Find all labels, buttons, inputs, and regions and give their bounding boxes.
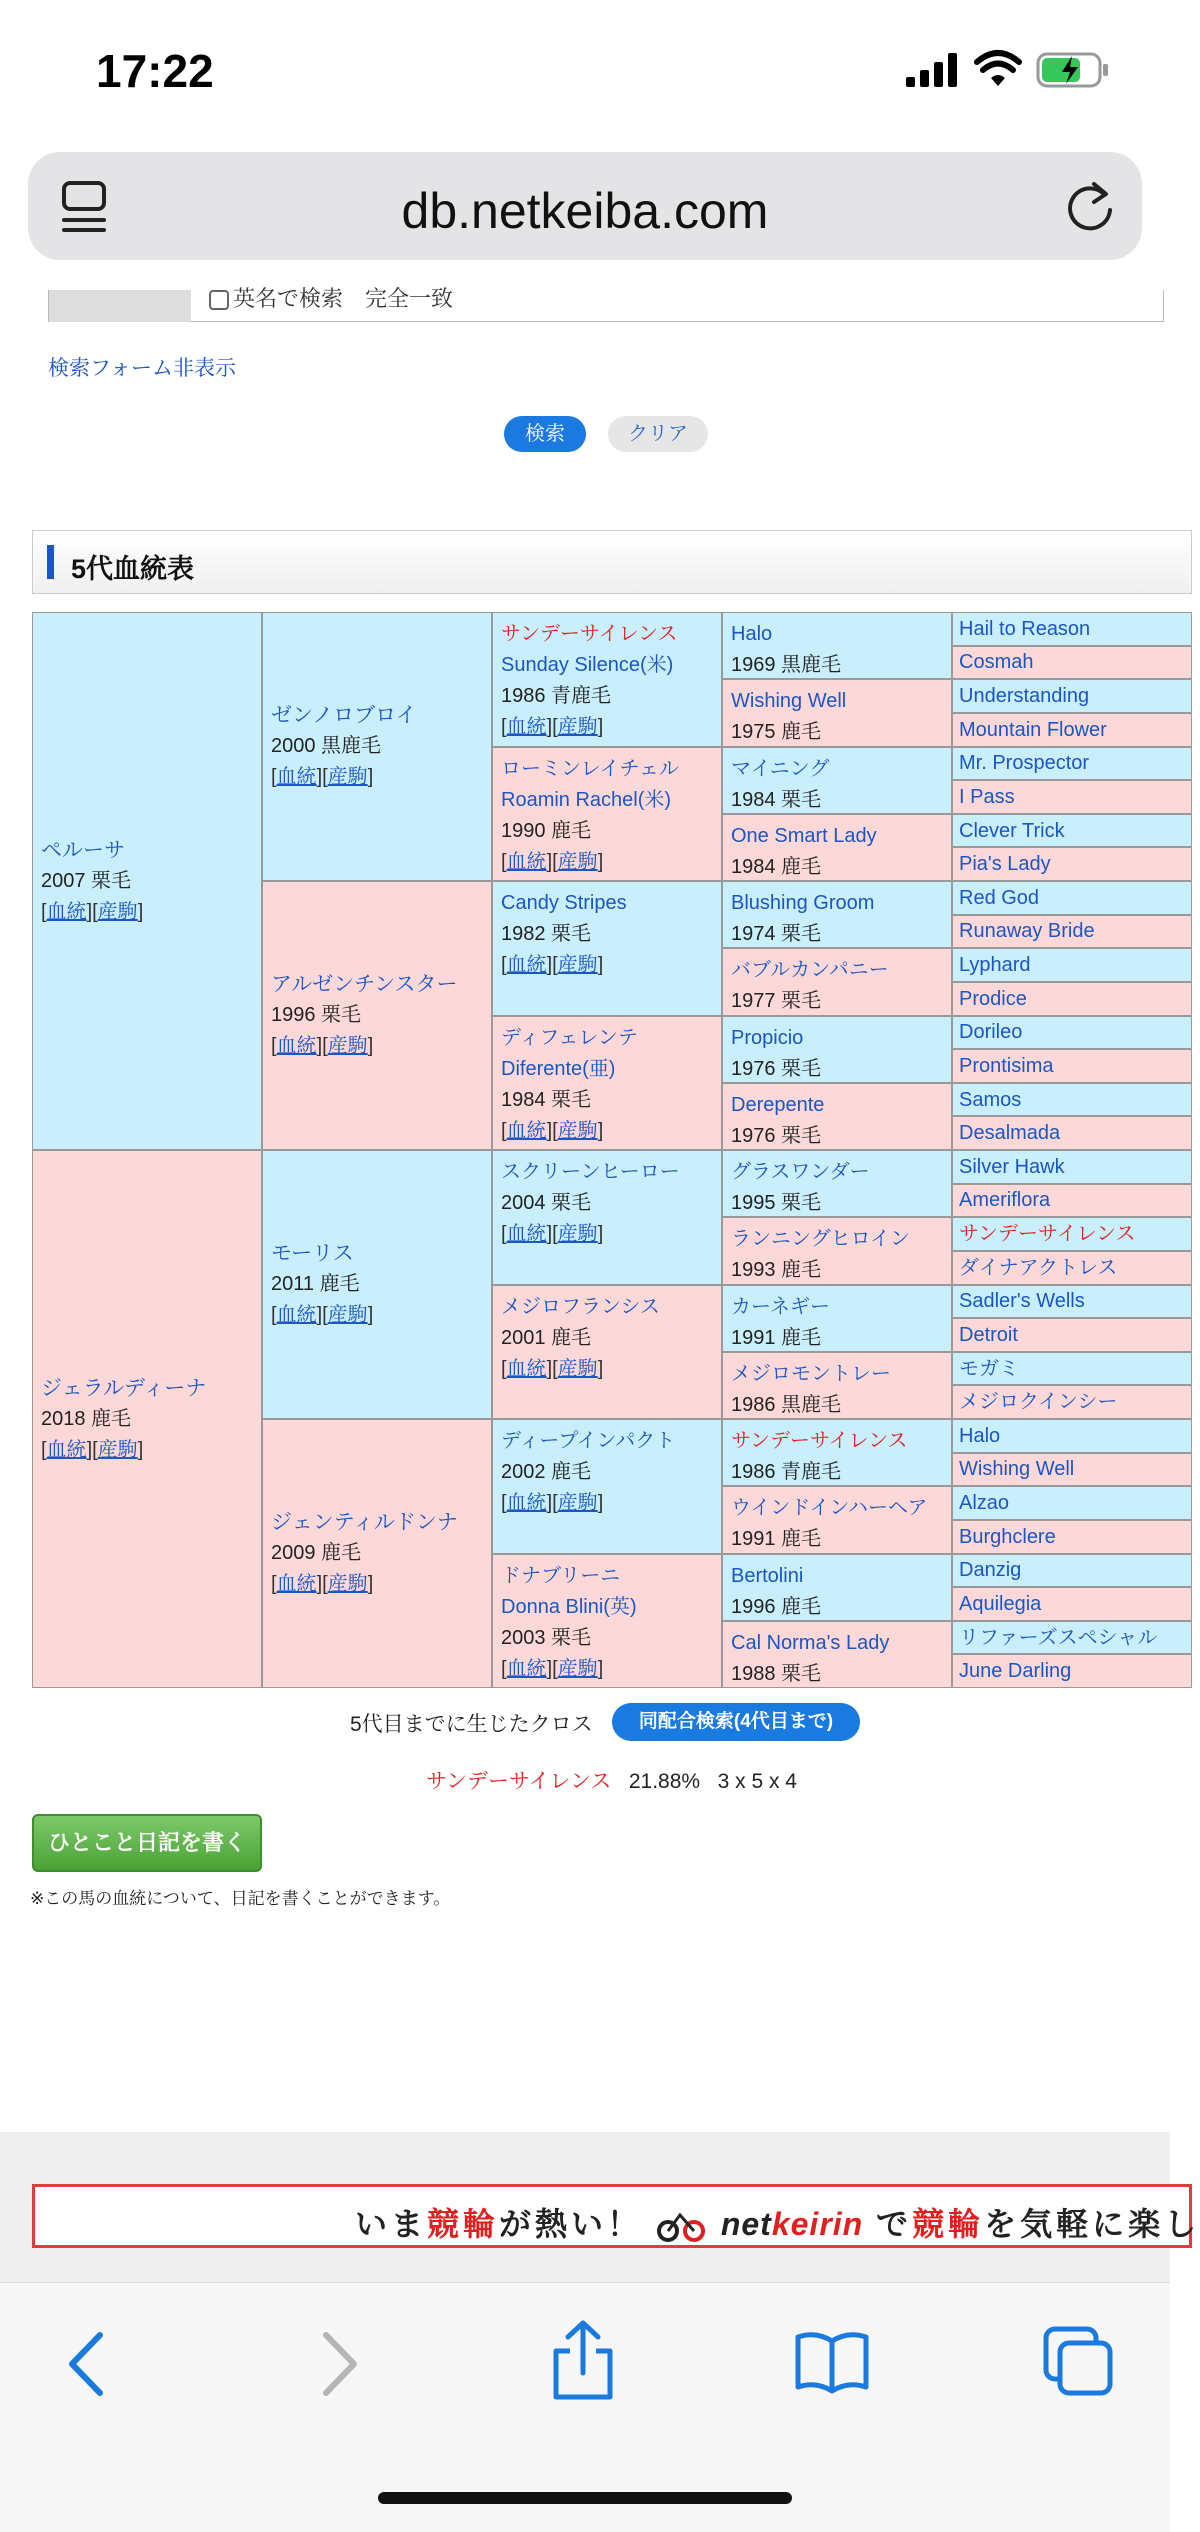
pedigree-cell-gen5	[952, 747, 1192, 781]
horse-name-link[interactable]: Dorileo	[959, 1021, 1023, 1044]
pedigree-cell-gen5	[952, 881, 1192, 915]
signal-icon	[906, 53, 960, 87]
pedigree-cell-gen5	[952, 1419, 1192, 1453]
horse-year-color: 1977 栗毛	[731, 990, 822, 1013]
horse-name-link[interactable]: スクリーンヒーロー	[501, 1161, 680, 1183]
pedigree-link[interactable]: 血統	[506, 850, 547, 873]
horse-year-color: 1982 栗毛	[501, 923, 592, 945]
pedigree-cell-gen3	[492, 747, 722, 882]
horse-name-link[interactable]: ダイナアクトレス	[959, 1256, 1118, 1279]
horse-name-link[interactable]: Hail to Reason	[959, 617, 1091, 640]
horse-name-link[interactable]: Danzig	[959, 1559, 1022, 1582]
horse-year-color: 1976 栗毛	[731, 1124, 822, 1147]
pedigree-cell-gen4	[722, 948, 952, 1015]
offspring-link[interactable]: 産駒	[97, 1438, 138, 1461]
horse-name-link[interactable]: ランニングヒロイン	[731, 1228, 910, 1251]
pedigree-link[interactable]: 血統	[506, 1657, 547, 1680]
pedigree-cell-gen3	[492, 1554, 722, 1689]
horse-name-link[interactable]: メジロクインシー	[959, 1391, 1118, 1414]
pedigree-cell-gen4	[722, 1150, 952, 1217]
horse-name-link[interactable]: Clever Trick	[959, 819, 1065, 842]
offspring-link[interactable]: 産駒	[557, 716, 598, 738]
horse-year-color: 1986 青鹿毛	[731, 1461, 842, 1483]
bookmarks-icon[interactable]	[794, 2329, 870, 2395]
horse-year-color: 1974 栗毛	[731, 923, 822, 945]
pedigree-cell-gen5	[952, 679, 1192, 713]
ad-text-part: で	[876, 2206, 913, 2242]
url-text: db.netkeiba.com	[401, 183, 769, 239]
horse-name-link[interactable]: ウインドインハーヘア	[731, 1497, 928, 1520]
wifi-icon	[974, 52, 1022, 88]
horse-name-link[interactable]: ペルーサ	[41, 838, 125, 862]
horse-year-color: 2018 鹿毛	[41, 1407, 132, 1430]
pedigree-cell-gen4	[722, 679, 952, 746]
ad-text-highlight: 競輪	[427, 2206, 500, 2242]
pedigree-cell-gen5	[952, 1150, 1192, 1184]
ad-text	[355, 2199, 1200, 2245]
horse-links: [血統][産駒]	[501, 1119, 604, 1142]
horse-links: [血統][産駒]	[501, 1657, 604, 1680]
pedigree-table	[32, 612, 1192, 1688]
horse-name-link[interactable]: Understanding	[959, 685, 1090, 708]
pedigree-cell-gen5	[952, 646, 1192, 680]
pedigree-cell-gen5	[952, 1083, 1192, 1117]
horse-links: [血統][産駒]	[271, 1304, 374, 1326]
horse-name-link[interactable]: ゼンノロブロイ	[271, 704, 417, 727]
pedigree-cell-gen5	[952, 1318, 1192, 1352]
status-icons	[906, 52, 1110, 88]
battery-icon	[1036, 52, 1110, 88]
logo-part: net	[720, 2206, 772, 2242]
pedigree-cell-gen4	[722, 1285, 952, 1352]
offspring-link[interactable]: 産駒	[557, 1492, 598, 1514]
pedigree-cell-gen5	[952, 1016, 1192, 1050]
horse-name-link[interactable]: Burghclere	[959, 1525, 1056, 1548]
horse-name-link[interactable]: Mr. Prospector	[959, 752, 1090, 775]
horse-name-link[interactable]: Sadler's Wells	[959, 1290, 1085, 1313]
horse-year-color: 1984 栗毛	[731, 788, 822, 811]
horse-name-link[interactable]: Wishing Well	[731, 690, 847, 713]
pedigree-cell-gen5	[952, 1486, 1192, 1520]
home-indicator	[378, 2492, 792, 2504]
horse-name-link[interactable]: Blushing Groom	[731, 892, 875, 914]
clear-button[interactable]: クリア	[608, 416, 708, 452]
horse-links: [血統][産駒]	[41, 900, 144, 923]
horse-name-link[interactable]: Cal Norma's Lady	[731, 1631, 890, 1654]
horse-links: [血統][産駒]	[501, 1223, 604, 1245]
pedigree-cell-gen4	[722, 612, 952, 679]
pedigree-cell-gen5	[952, 1621, 1192, 1655]
pedigree-link[interactable]: 血統	[46, 900, 87, 923]
horse-english-name[interactable]: Diferente(亜)	[501, 1057, 616, 1080]
horse-links: [血統][産駒]	[501, 716, 604, 738]
horse-name-link[interactable]: Halo	[731, 623, 773, 645]
horse-links: [血統][産駒]	[41, 1438, 144, 1461]
pedigree-cell-gen5	[952, 1453, 1192, 1487]
pedigree-link[interactable]: 血統	[276, 766, 317, 788]
search-options[interactable]	[209, 282, 453, 313]
offspring-link[interactable]: 産駒	[327, 1304, 368, 1326]
tabs-icon[interactable]	[1042, 2325, 1114, 2397]
search-form-box	[48, 286, 1164, 322]
horse-name-link[interactable]: Samos	[959, 1088, 1022, 1111]
horse-name-link[interactable]: バブルカンパニー	[731, 959, 889, 982]
pedigree-cell-gen5	[952, 847, 1192, 881]
horse-name-link[interactable]: サンデーサイレンス	[959, 1223, 1136, 1246]
offspring-link[interactable]: 産駒	[557, 1357, 598, 1380]
pedigree-cell-gen5	[952, 1285, 1192, 1319]
horse-year-color: 1986 黒鹿毛	[731, 1393, 842, 1416]
pedigree-link[interactable]: 血統	[46, 1438, 87, 1461]
pedigree-cell-gen5	[952, 948, 1192, 982]
pedigree-link[interactable]: 血統	[506, 1223, 547, 1245]
horse-name-link[interactable]: Detroit	[959, 1323, 1018, 1346]
horse-year-color: 1993 鹿毛	[731, 1259, 822, 1282]
horse-name-link[interactable]: Ameriflora	[959, 1189, 1051, 1212]
section-title: 5代血統表	[71, 554, 195, 584]
horse-name-link[interactable]: ジェラルディーナ	[41, 1376, 207, 1400]
horse-year-color: 1996 鹿毛	[731, 1595, 822, 1618]
pedigree-cell-gen5	[952, 915, 1192, 949]
reload-icon[interactable]	[1064, 180, 1116, 234]
horse-name-link[interactable]: リファーズスペシャル	[959, 1626, 1158, 1649]
pedigree-link[interactable]: 血統	[276, 1304, 317, 1326]
horse-name-link[interactable]: Propicio	[731, 1026, 804, 1049]
horse-year-color: 2011 鹿毛	[271, 1273, 360, 1295]
horse-name-link[interactable]: ディープインパクト	[501, 1430, 676, 1452]
offspring-link[interactable]: 産駒	[327, 1573, 368, 1595]
pedigree-cell-gen5	[952, 1251, 1192, 1285]
horse-links: [血統][産駒]	[271, 1573, 374, 1595]
horse-name-link[interactable]: Alzao	[959, 1492, 1010, 1515]
pedigree-cell-gen4	[722, 881, 952, 948]
pedigree-cell-gen3	[492, 1285, 722, 1420]
horse-year-color: 1984 鹿毛	[731, 855, 822, 878]
horse-name-link[interactable]: Derepente	[731, 1093, 825, 1116]
horse-links: [血統][産駒]	[501, 954, 604, 976]
section-header	[32, 530, 1192, 594]
pedigree-link[interactable]: 血統	[506, 716, 547, 738]
horse-links: [血統][産駒]	[271, 766, 374, 788]
horse-name-link[interactable]: マイニング	[731, 757, 830, 780]
share-icon[interactable]	[550, 2319, 616, 2401]
offspring-link[interactable]: 産駒	[557, 1657, 598, 1680]
horse-name-link[interactable]: サンデーサイレンス	[501, 623, 678, 645]
pedigree-cell-gen5	[952, 780, 1192, 814]
pedigree-cell-gen2	[262, 881, 492, 1150]
horse-year-color: 1990 鹿毛	[501, 819, 592, 842]
horse-year-color: 1996 栗毛	[271, 1004, 362, 1026]
horse-name-link[interactable]: Desalmada	[959, 1122, 1061, 1145]
status-time: 17:22	[96, 45, 214, 97]
horse-name-link[interactable]: Runaway Bride	[959, 920, 1095, 943]
option-text: 英名で検索 完全一致	[233, 286, 454, 311]
horse-name-link[interactable]: カーネギー	[731, 1295, 830, 1318]
horse-name-link[interactable]: Prontisima	[959, 1054, 1054, 1077]
pedigree-cell-gen4	[722, 1352, 952, 1419]
pedigree-cell-gen1	[32, 1150, 262, 1688]
pedigree-cell-gen5	[952, 814, 1192, 848]
cross-percent: 21.88%	[628, 1770, 701, 1793]
pedigree-cell-gen5	[952, 1385, 1192, 1419]
horse-links: [血統][産駒]	[501, 1357, 604, 1380]
horse-english-name[interactable]: Sunday Silence(米)	[501, 654, 674, 676]
pedigree-cell-gen3	[492, 881, 722, 1016]
logo-part-red: keirin	[771, 2206, 864, 2242]
horse-name-link[interactable]: モーリス	[271, 1242, 354, 1265]
horse-name-link[interactable]: Wishing Well	[959, 1458, 1075, 1481]
offspring-link[interactable]: 産駒	[557, 1223, 598, 1245]
forward-icon[interactable]	[318, 2329, 362, 2399]
ad-banner[interactable]	[32, 2184, 1200, 2248]
same-mating-search-button[interactable]: 同配合検索(4代目まで)	[612, 1703, 860, 1741]
horse-name-link[interactable]: ローミンレイチェル	[501, 757, 679, 780]
horse-name-link[interactable]: ジェンティルドンナ	[271, 1511, 458, 1534]
pedigree-cell-gen5	[952, 1352, 1192, 1386]
search-button[interactable]: 検索	[504, 416, 586, 452]
horse-name-link[interactable]: Prodice	[959, 987, 1027, 1010]
pedigree-cell-gen5	[952, 1587, 1192, 1621]
horse-name-link[interactable]: サンデーサイレンス	[731, 1430, 908, 1452]
section-accent-bar	[47, 545, 54, 579]
horse-name-link[interactable]: モガミ	[959, 1357, 1019, 1380]
pedigree-link[interactable]: 血統	[506, 1119, 547, 1142]
horse-year-color: 1995 栗毛	[731, 1192, 822, 1214]
pedigree-cell-gen4	[722, 1486, 952, 1553]
address-bar[interactable]	[28, 152, 1142, 260]
horse-year-color: 2000 黒鹿毛	[271, 735, 382, 757]
horse-name-link[interactable]: Pia's Lady	[959, 853, 1051, 876]
pedigree-cell-gen5	[952, 713, 1192, 747]
pedigree-cell-gen5	[952, 1654, 1192, 1688]
netkeirin-logo	[721, 2206, 863, 2242]
pedigree-cell-gen3	[492, 1419, 722, 1554]
hide-search-form-link[interactable]: 検索フォーム非表示	[48, 357, 236, 380]
horse-name-link[interactable]: I Pass	[959, 785, 1015, 808]
pedigree-cell-gen3	[492, 1150, 722, 1285]
horse-name-link[interactable]: One Smart Lady	[731, 824, 877, 847]
pedigree-link[interactable]: 血統	[506, 954, 547, 976]
pedigree-link[interactable]: 血統	[506, 1492, 547, 1514]
pedigree-cell-gen2	[262, 612, 492, 881]
ad-text-part: いま	[355, 2206, 428, 2242]
horse-year-color: 2009 鹿毛	[271, 1542, 362, 1564]
offspring-link[interactable]: 産駒	[557, 1119, 598, 1142]
horse-name-link[interactable]: Red God	[959, 886, 1040, 909]
horse-year-color: 1991 鹿毛	[731, 1326, 822, 1349]
horse-name-link[interactable]: ディフェレンテ	[501, 1026, 638, 1049]
horse-name-link[interactable]: Aquilegia	[959, 1592, 1042, 1615]
horse-name-link[interactable]: Halo	[959, 1424, 1001, 1447]
horse-year-color: 2001 鹿毛	[501, 1326, 592, 1349]
horse-year-color: 1975 鹿毛	[731, 721, 822, 744]
pedigree-link[interactable]: 血統	[276, 1035, 317, 1057]
horse-year-color: 2007 栗毛	[41, 869, 132, 892]
pedigree-cell-gen5	[952, 982, 1192, 1016]
pedigree-cell-gen4	[722, 814, 952, 881]
horse-year-color: 1986 青鹿毛	[501, 685, 612, 707]
horse-year-color: 1988 栗毛	[731, 1662, 822, 1685]
offspring-link[interactable]: 産駒	[97, 900, 138, 923]
back-icon[interactable]	[64, 2329, 108, 2399]
horse-links: [血統][産駒]	[501, 1492, 604, 1514]
ad-text-part: を気軽に楽し	[984, 2206, 1200, 2242]
cross-row	[426, 1765, 797, 1795]
pedigree-cell-gen5	[952, 1554, 1192, 1588]
horse-name-link[interactable]: Silver Hawk	[959, 1155, 1065, 1178]
cross-label: 5代目までに生じたクロス	[350, 1713, 593, 1736]
pedigree-cell-gen1	[32, 612, 262, 1150]
horse-name-link[interactable]: Lyphard	[959, 954, 1031, 977]
horse-name-link[interactable]: メジロモントレー	[731, 1362, 891, 1385]
pedigree-link[interactable]: 血統	[276, 1573, 317, 1595]
offspring-link[interactable]: 産駒	[327, 766, 368, 788]
horse-name-link[interactable]: アルゼンチンスター	[271, 973, 458, 996]
diary-note: ※この馬の血統について、日記を書くことができます。	[30, 1889, 451, 1908]
pedigree-cell-gen4	[722, 1419, 952, 1486]
pedigree-cell-gen5	[952, 1116, 1192, 1150]
horse-english-name[interactable]: Roamin Rachel(米)	[501, 788, 672, 811]
pedigree-cell-gen5	[952, 1184, 1192, 1218]
horse-name-link[interactable]: Mountain Flower	[959, 718, 1107, 741]
horse-english-name[interactable]: Donna Blini(英)	[501, 1595, 637, 1618]
pedigree-cell-gen4	[722, 1554, 952, 1621]
horse-name-link[interactable]: Cosmah	[959, 651, 1034, 674]
offspring-link[interactable]: 産駒	[557, 850, 598, 873]
checkbox-icon[interactable]	[209, 290, 229, 310]
ad-text-highlight: 競輪	[912, 2206, 985, 2242]
write-diary-button[interactable]: ひとこと日記を書く	[32, 1814, 262, 1872]
pedigree-cell-gen5	[952, 1049, 1192, 1083]
pedigree-cell-gen4	[722, 1083, 952, 1150]
netkeirin-logo-icon	[656, 2211, 708, 2243]
pedigree-cell-gen5	[952, 1520, 1192, 1554]
pedigree-cell-gen3	[492, 612, 722, 747]
horse-name-link[interactable]: メジロフランシス	[501, 1295, 660, 1318]
pedigree-cell-gen2	[262, 1150, 492, 1419]
pedigree-cell-gen5	[952, 1217, 1192, 1251]
cross-pattern: 3 x 5 x 4	[717, 1770, 797, 1793]
ad-text-part: が熱い！	[499, 2206, 644, 2242]
offspring-link[interactable]: 産駒	[557, 954, 598, 976]
horse-year-color: 1969 黒鹿毛	[731, 654, 842, 676]
horse-links: [血統][産駒]	[271, 1035, 374, 1057]
horse-name-link[interactable]: Candy Stripes	[501, 892, 627, 914]
pedigree-cell-gen4	[722, 747, 952, 814]
horse-name-link[interactable]: グラスワンダー	[731, 1161, 870, 1183]
horse-year-color: 2002 鹿毛	[501, 1461, 592, 1483]
pedigree-link[interactable]: 血統	[506, 1357, 547, 1380]
horse-name-link[interactable]: June Darling	[959, 1660, 1072, 1683]
pedigree-cell-gen4	[722, 1016, 952, 1083]
horse-links: [血統][産駒]	[501, 850, 604, 873]
pedigree-cell-gen5	[952, 612, 1192, 646]
pedigree-cell-gen3	[492, 1016, 722, 1151]
horse-year-color: 2003 栗毛	[501, 1626, 592, 1649]
cross-horse[interactable]: サンデーサイレンス	[426, 1770, 612, 1793]
horse-year-color: 1984 栗毛	[501, 1088, 592, 1111]
horse-year-color: 1991 鹿毛	[731, 1528, 822, 1551]
pedigree-cell-gen2	[262, 1419, 492, 1688]
pedigree-cell-gen4	[722, 1621, 952, 1688]
horse-year-color: 1976 栗毛	[731, 1057, 822, 1080]
pedigree-cell-gen4	[722, 1217, 952, 1284]
horse-name-link[interactable]: Bertolini	[731, 1564, 804, 1587]
horse-name-link[interactable]: ドナブリーニ	[501, 1564, 621, 1587]
offspring-link[interactable]: 産駒	[327, 1035, 368, 1057]
form-label-cell	[49, 290, 191, 322]
horse-year-color: 2004 栗毛	[501, 1192, 592, 1214]
